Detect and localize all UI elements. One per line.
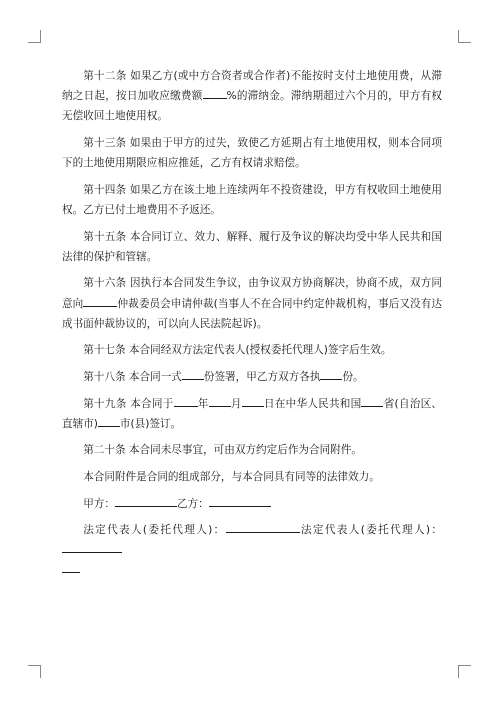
sign-year-blank[interactable]: [174, 395, 198, 407]
article-18-text-end: 份。: [342, 370, 364, 383]
article-15: 第十五条 本合同订立、效力、解释、履行及争议的解决均受中华人民共和国法律的保护和管辖。: [62, 230, 442, 263]
article-12-text-end: %的滞纳金。滞纳期超过六个月的，甲方有权无偿收回土地使用权。: [62, 90, 442, 123]
article-13: 第十三条 如果由于甲方的过失，致使乙方延期占有土地使用权，则本合同项下的土地使用期限应相应推延，乙方有权请求赔偿。: [62, 137, 442, 170]
city-label: 市(县)签订。: [119, 417, 182, 430]
sign-day-blank[interactable]: [242, 395, 264, 407]
article-16-text-end: 仲裁委员会申请仲裁(当事人不在合同中约定仲裁机构，事后又没有达成书面仲裁协议的，可以向人民法院起诉)。: [62, 297, 443, 330]
party-a-blank[interactable]: [115, 495, 177, 507]
contract-body: [62, 66, 442, 567]
sign-month-blank[interactable]: [209, 395, 231, 407]
rep-a-blank[interactable]: [226, 521, 300, 533]
trailing-blank-line[interactable]: [62, 572, 80, 573]
month-label: 月: [230, 397, 242, 410]
rep-b-label: 法定代表人(委托代理人)：: [299, 524, 442, 537]
rep-b-blank[interactable]: [62, 541, 122, 553]
rep-a-label: 法定代表人(委托代理人)：: [83, 524, 226, 537]
article-18-text: 第十八条 本合同一式: [83, 370, 182, 383]
crop-mark-top-left: [28, 30, 41, 43]
day-label: 日在中华人民共和国: [263, 397, 362, 410]
representative-signature-line: [62, 520, 442, 560]
late-fee-rate-blank[interactable]: [203, 87, 227, 99]
article-12: [62, 66, 442, 127]
article-12-text: 第十二条 如果乙方(或中方合资者或合作者)不能按时支付土地使用费，从滞纳之日起，按日加收应缴费额: [62, 70, 442, 103]
article-19-text: 第十九条 本合同于: [83, 397, 174, 410]
appendix-clause: 本合同附件是合同的组成部分，与本合同具有同等的法律效力。: [83, 470, 380, 483]
party-b-blank[interactable]: [209, 495, 271, 507]
article-19: [62, 394, 442, 434]
arbitration-commission-blank[interactable]: [83, 295, 117, 307]
article-16-text: 第十六条 因执行本合同发生争议，由争议双方协商解决，协商不成，双方同意向: [62, 277, 442, 310]
crop-mark-top-right: [458, 30, 471, 43]
copies-total-blank[interactable]: [182, 368, 204, 380]
copies-each-blank[interactable]: [320, 368, 342, 380]
crop-mark-bottom-right: [458, 665, 471, 678]
province-blank[interactable]: [361, 395, 383, 407]
article-17: 第十七条 本合同经双方法定代表人(授权委托代理人)签字后生效。: [83, 344, 392, 357]
party-b-label: 乙方：: [176, 497, 209, 510]
article-20: 第二十条 本合同未尽事宜，可由双方约定后作为合同附件。: [83, 444, 362, 457]
year-label: 年: [197, 397, 209, 410]
article-14: 第十四条 如果乙方在该土地上连续两年不投资建设，甲方有权收回土地使用权。乙方已付土地费用不予返还。: [62, 183, 442, 216]
province-label: 省(自治区、直辖市): [62, 397, 443, 430]
article-18-text-mid: 份签署，甲乙方双方各执: [203, 370, 321, 383]
city-blank[interactable]: [98, 415, 120, 427]
crop-mark-bottom-left: [28, 665, 41, 678]
party-a-label: 甲方：: [83, 497, 115, 510]
article-16: [62, 273, 442, 334]
party-signature-line: [62, 494, 442, 514]
article-18: [62, 367, 442, 387]
